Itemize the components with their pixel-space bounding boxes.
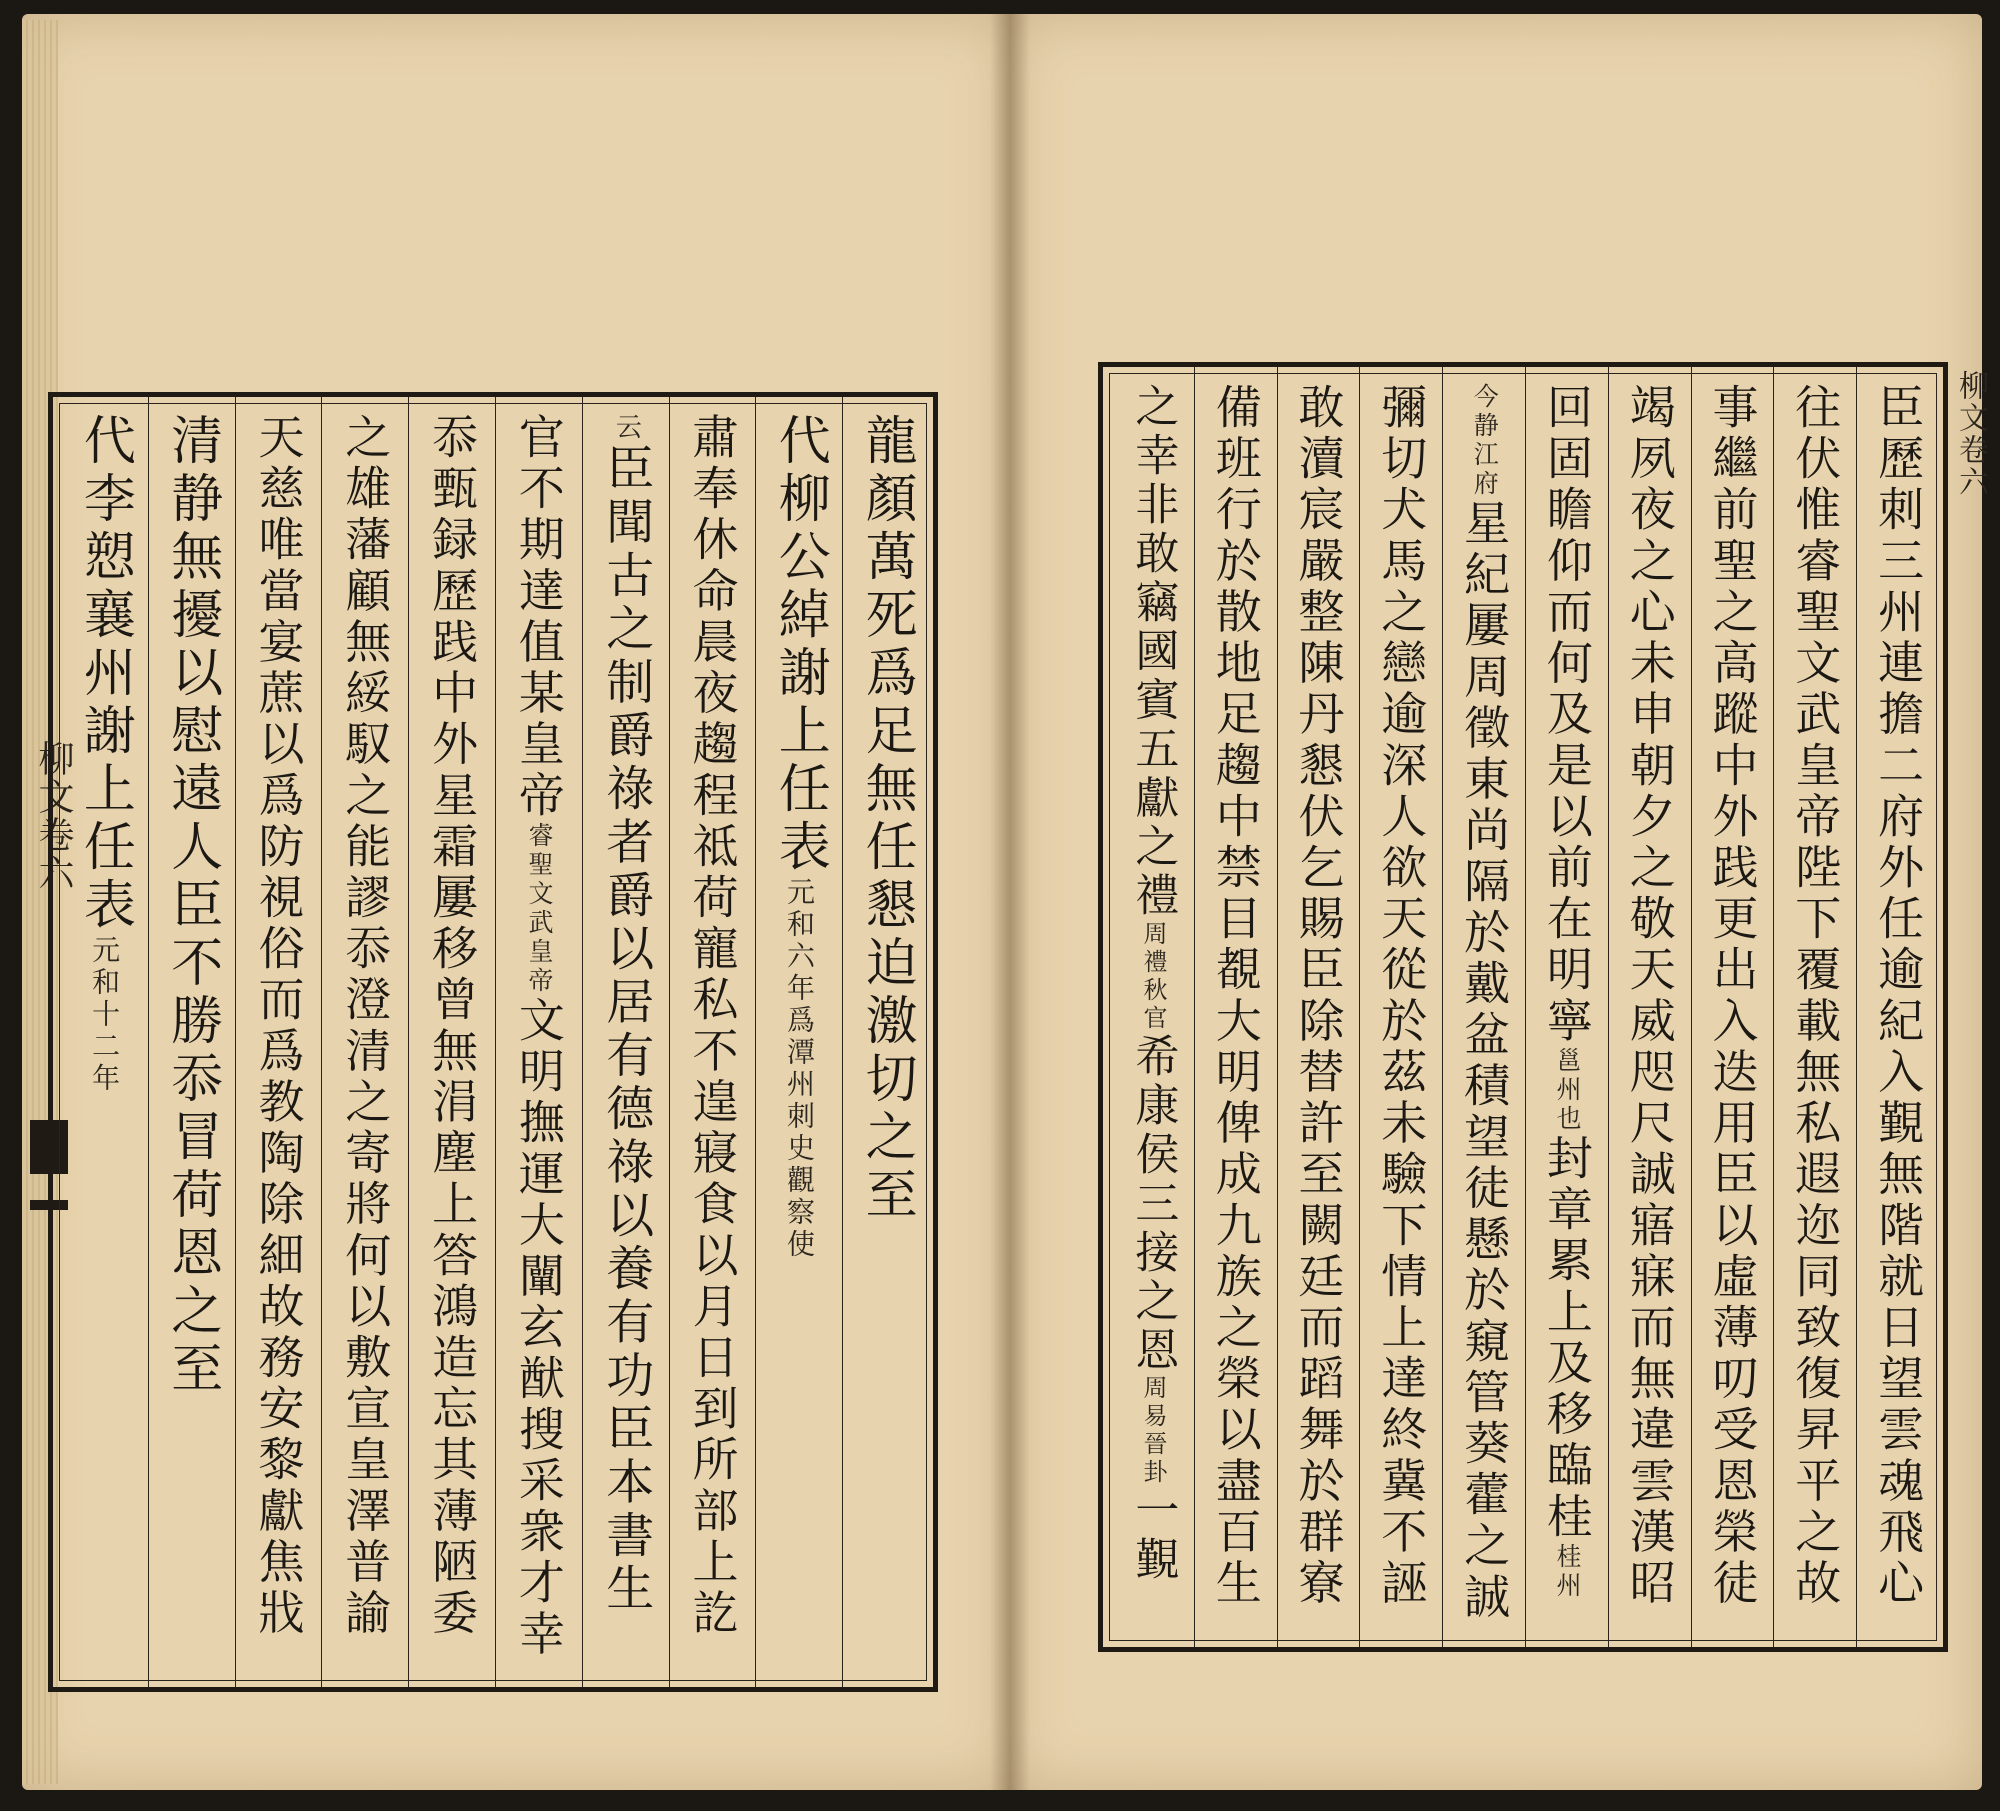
column-content: [409, 413, 495, 1640]
column-content: [149, 413, 235, 1399]
main-text: 往伏惟睿聖文武皇帝陛下覆載無私遐迩同致復昇平之故: [1788, 383, 1843, 1610]
interlinear-note: 睿聖文武皇帝: [525, 821, 555, 996]
main-text: 希康侯三接之恩: [1127, 1032, 1179, 1376]
main-text: 清静無擾以慰遠人臣不勝忝冒荷恩之至: [161, 413, 222, 1399]
text-column: [582, 397, 669, 1687]
column-content: [1857, 383, 1939, 1610]
text-column: [1277, 367, 1360, 1647]
main-text: 代柳公綽謝上任表: [769, 413, 830, 877]
column-content: [1443, 383, 1525, 1623]
left-print-frame: [48, 392, 938, 1692]
main-text: 一覲: [1127, 1487, 1179, 1585]
text-column: [1525, 367, 1608, 1647]
main-text: 肅奉休命晨夜趨程祗荷寵私不遑寢食以月日到所部上訖: [685, 413, 740, 1640]
interlinear-note: 元和六年爲潭州刺史觀察使: [782, 877, 816, 1261]
interlinear-note: 元和十二年: [88, 935, 122, 1095]
main-text: 回固瞻仰而何及是以前在明寧: [1539, 383, 1594, 1048]
column-content: [583, 413, 669, 1616]
interlinear-note: 桂州: [1553, 1543, 1583, 1602]
text-column: [1608, 367, 1691, 1647]
left-fore-edge-label: 柳文卷六: [33, 740, 74, 892]
column-content: [843, 413, 929, 1225]
column-content: [670, 413, 756, 1640]
column-content: [1526, 383, 1608, 1601]
column-content: [1774, 383, 1856, 1610]
main-text: 敢瀆宸嚴整陳丹懇伏乞賜臣除替許至闕廷而蹈舞於群寮: [1291, 383, 1346, 1610]
interlinear-note: 周易晉卦: [1138, 1375, 1167, 1488]
text-column: [1691, 367, 1774, 1647]
main-text: 彌切犬馬之戀逾深人欲天從於茲未驗下情上達終冀不誣: [1374, 383, 1429, 1610]
column-content: [756, 413, 842, 1261]
right-center-fold-label: 柳文卷六: [1953, 370, 1988, 498]
column-content: [1360, 383, 1442, 1610]
text-column: [321, 397, 408, 1687]
column-content: [1195, 383, 1277, 1610]
main-text: 竭夙夜之心未申朝夕之敬天威咫尺誠寤寐而無違雲漢昭: [1622, 383, 1677, 1610]
main-text: 官不期達值某皇帝: [511, 413, 566, 822]
main-text: 臣歷刺三州連擔二府外任逾紀入覲無階就日望雲魂飛心: [1871, 383, 1926, 1610]
text-column: [755, 397, 842, 1687]
text-column: [1773, 367, 1856, 1647]
main-text: 事繼前聖之高蹤中外践更出入迭用臣以虛薄叨受恩榮徒: [1705, 383, 1760, 1610]
column-content: [1278, 383, 1360, 1610]
main-text: 龍顏萬死爲足無任懇迫激切之至: [856, 413, 917, 1225]
column-content: [1111, 383, 1194, 1585]
column-content: [236, 413, 322, 1640]
column-content: [496, 413, 582, 1660]
text-column: [842, 397, 929, 1687]
main-text: 備班行於散地足趨中禁目覩大明俾成九族之榮以盡百生: [1208, 383, 1263, 1610]
right-print-frame: [1098, 362, 1948, 1652]
text-column: [1111, 367, 1194, 1647]
main-text: 代李愬襄州謝上任表: [74, 413, 135, 935]
interlinear-note: 周禮秋官: [1138, 920, 1167, 1033]
main-text: 忝甄録歷践中外星霜屢移曾無涓塵上答鴻造忘其薄陋委: [425, 413, 480, 1640]
interlinear-note: 邕州也: [1553, 1047, 1583, 1135]
interlinear-note: 今静江府: [1470, 383, 1500, 499]
column-content: [1692, 383, 1774, 1610]
main-text: 之雄藩顧無綏馭之能謬忝澄清之寄將何以敷宣皇澤普諭: [338, 413, 393, 1640]
column-content: [1609, 383, 1691, 1610]
text-column: [1442, 367, 1525, 1647]
text-column: [408, 397, 495, 1687]
column-content: [322, 413, 408, 1640]
text-column: [1856, 367, 1939, 1647]
book-gutter: [990, 14, 1030, 1790]
main-text: 臣聞古之制爵祿者爵以居有德祿以養有功臣本書生: [597, 443, 654, 1617]
main-text: 天慈唯當宴蔗以爲防視俗而爲教陶除細故務安黎獻焦戕: [251, 413, 306, 1640]
text-column: [495, 397, 582, 1687]
main-text: 封章累上及移臨桂: [1539, 1134, 1594, 1544]
interlinear-note: 云: [611, 413, 642, 443]
text-column: [148, 397, 235, 1687]
main-text: 之幸非敢竊國賓五獻之禮: [1127, 383, 1179, 921]
text-column: [669, 397, 756, 1687]
text-column: [61, 397, 148, 1687]
column-content: [61, 413, 148, 1095]
text-column: [235, 397, 322, 1687]
text-column: [1194, 367, 1277, 1647]
main-text: 星紀屢周徵東尚隔於戴盆積望徒懸於窺管葵藿之誠: [1457, 499, 1512, 1624]
main-text: 文明撫運大闡玄猷搜采衆才幸: [511, 995, 566, 1661]
text-column: [1359, 367, 1442, 1647]
